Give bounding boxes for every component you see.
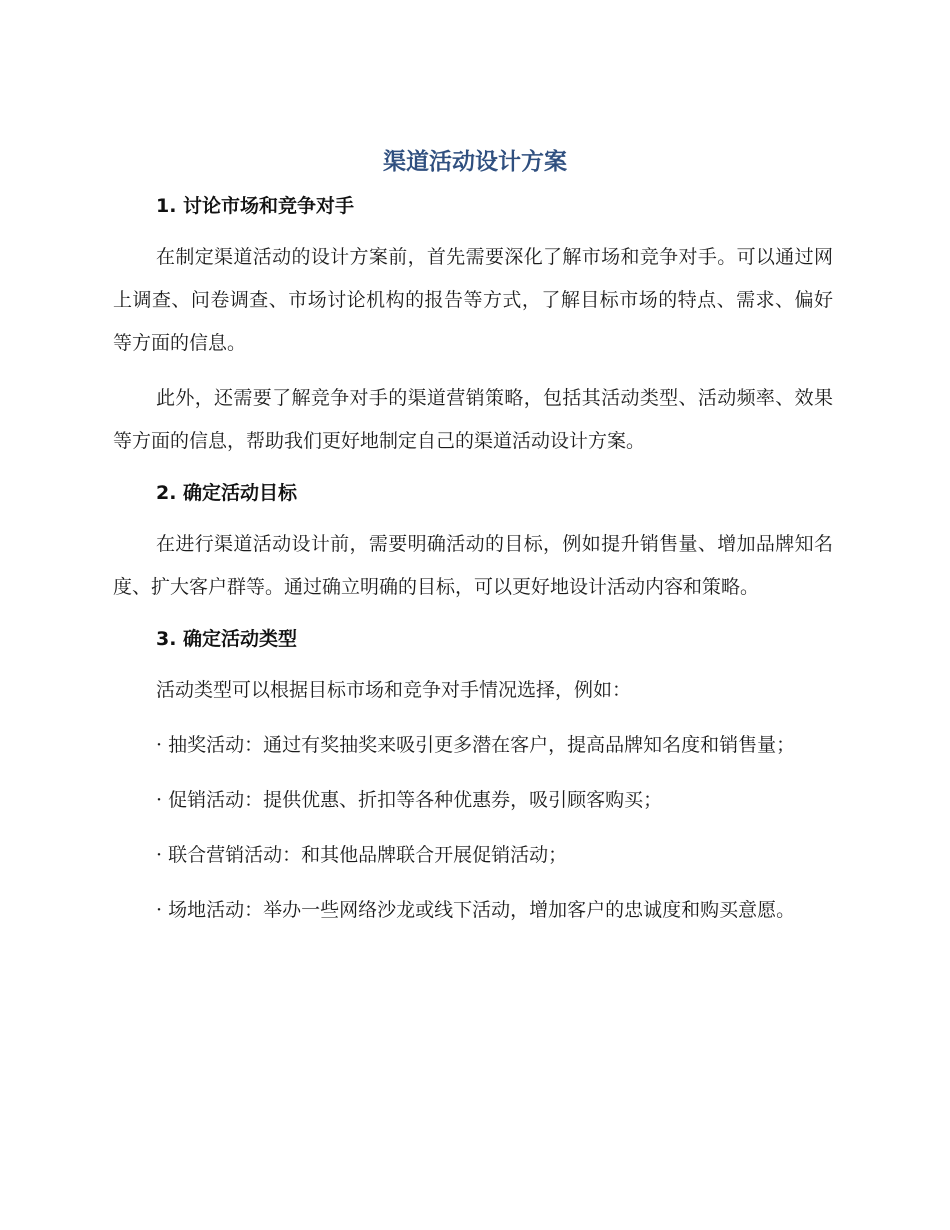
section-activity-types	[113, 621, 833, 932]
list-item: · 促销活动：提供优惠、折扣等各种优惠券，吸引顾客购买；	[156, 789, 663, 811]
section-heading: 1. 讨论市场和竞争对手	[156, 195, 355, 217]
document-body	[113, 188, 833, 944]
section-heading: 3. 确定活动类型	[156, 628, 298, 650]
paragraph: 在制定渠道活动的设计方案前，首先需要深化了解市场和竞争对手。可以通过网上调查、问卷调查、市场讨论机构的报告等方式，了解目标市场的特点、需求、偏好等方面的信息。	[113, 246, 833, 354]
section-heading: 2. 确定活动目标	[156, 482, 298, 504]
list-item: · 抽奖活动：通过有奖抽奖来吸引更多潜在客户，提高品牌知名度和销售量；	[156, 734, 796, 756]
section-activity-goals	[113, 475, 833, 609]
paragraph: 在进行渠道活动设计前，需要明确活动的目标，例如提升销售量、增加品牌知名度、扩大客户群等。通过确立明确的目标，可以更好地设计活动内容和策略。	[113, 533, 833, 598]
list-item: · 联合营销活动：和其他品牌联合开展促销活动；	[156, 844, 568, 866]
section-market-research	[113, 188, 833, 463]
paragraph: 活动类型可以根据目标市场和竞争对手情况选择，例如：	[156, 679, 632, 701]
list-item: · 场地活动：举办一些网络沙龙或线下活动，增加客户的忠诚度和购买意愿。	[156, 899, 796, 921]
paragraph: 此外，还需要了解竞争对手的渠道营销策略，包括其活动类型、活动频率、效果等方面的信息，帮助我们更好地制定自己的渠道活动设计方案。	[113, 387, 833, 452]
document-title: 渠道活动设计方案	[383, 149, 567, 175]
